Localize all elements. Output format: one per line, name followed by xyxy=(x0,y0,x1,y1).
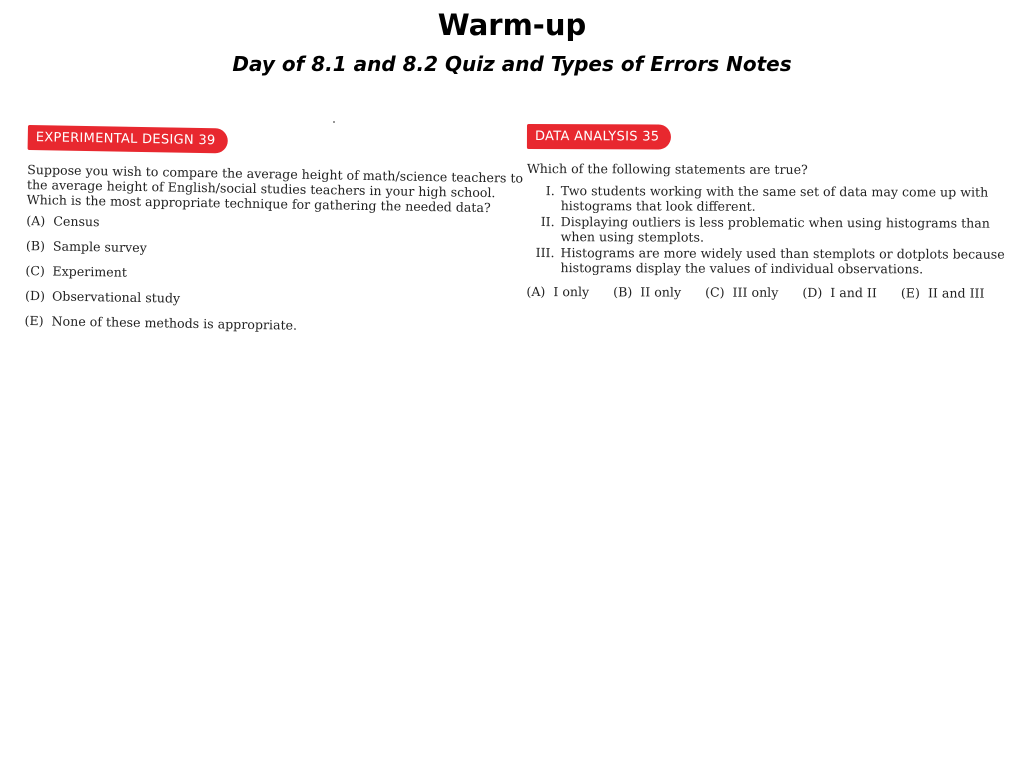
choice-letter: (A) xyxy=(26,212,46,229)
choice-letter: (B) xyxy=(613,284,633,300)
choice-letter: (C) xyxy=(25,262,46,279)
experimental-design-question xyxy=(24,125,528,347)
answer-choice xyxy=(526,284,589,299)
answer-choice xyxy=(26,213,526,237)
statement-text: Two students working with the same set of data may come up with histograms that look different. xyxy=(560,183,989,214)
statement-text: Histograms are more widely used than stemplots or dotplots because histograms display the values of individual observations. xyxy=(560,245,1005,277)
choice-letter: (E) xyxy=(900,285,920,301)
statement-list xyxy=(526,183,1016,277)
question-category-badge: EXPERIMENTAL DESIGN 39 xyxy=(28,125,228,153)
statement-text: Displaying outliers is less problematic when using histograms than when using stemplots. xyxy=(560,214,990,245)
choice-text: Sample survey xyxy=(52,238,147,256)
question-stem: Suppose you wish to compare the average height of math/science teachers to the average height of English/social studies teachers in your high school. Which is the most appropriate technique for gathering the needed data? xyxy=(26,161,524,216)
answer-choice xyxy=(901,285,985,300)
answer-choices xyxy=(24,213,526,337)
statement-item xyxy=(527,183,1017,215)
slide-title: Warm-up xyxy=(437,8,587,42)
choice-text: I and II xyxy=(830,285,877,301)
statement-number: III. xyxy=(535,245,555,261)
choice-text: None of these methods is appropriate. xyxy=(51,313,298,333)
choice-text: III only xyxy=(732,284,779,300)
answer-choices xyxy=(526,284,1016,301)
data-analysis-question xyxy=(526,124,1017,301)
choice-text: Observational study xyxy=(51,288,181,306)
choice-letter: (E) xyxy=(24,312,44,329)
choice-letter: (D) xyxy=(802,284,823,301)
statement-item xyxy=(526,245,1016,277)
choice-letter: (B) xyxy=(25,237,46,254)
choice-text: Experiment xyxy=(52,263,128,280)
scan-speck xyxy=(333,121,335,123)
choice-letter: (C) xyxy=(705,284,725,300)
answer-choice xyxy=(26,238,526,262)
question-category-badge: DATA ANALYSIS 35 xyxy=(527,124,671,150)
choice-text: I only xyxy=(553,284,590,300)
answer-choice xyxy=(25,288,525,312)
choice-text: II only xyxy=(640,284,682,300)
statement-number: II. xyxy=(540,214,555,230)
answer-choice xyxy=(24,313,524,337)
statement-number: I. xyxy=(545,183,555,199)
choice-text: II and III xyxy=(927,285,985,301)
answer-choice xyxy=(802,285,877,300)
answer-choice xyxy=(613,284,681,299)
answer-choice xyxy=(705,285,778,300)
answer-choice xyxy=(25,263,525,287)
slide-subtitle: Day of 8.1 and 8.2 Quiz and Types of Errors Notes xyxy=(232,52,792,76)
statement-item xyxy=(527,214,1017,246)
choice-text: Census xyxy=(53,213,100,230)
question-stem: Which of the following statements are true? xyxy=(526,160,808,177)
choice-letter: (A) xyxy=(526,283,546,300)
choice-letter: (D) xyxy=(24,287,46,304)
